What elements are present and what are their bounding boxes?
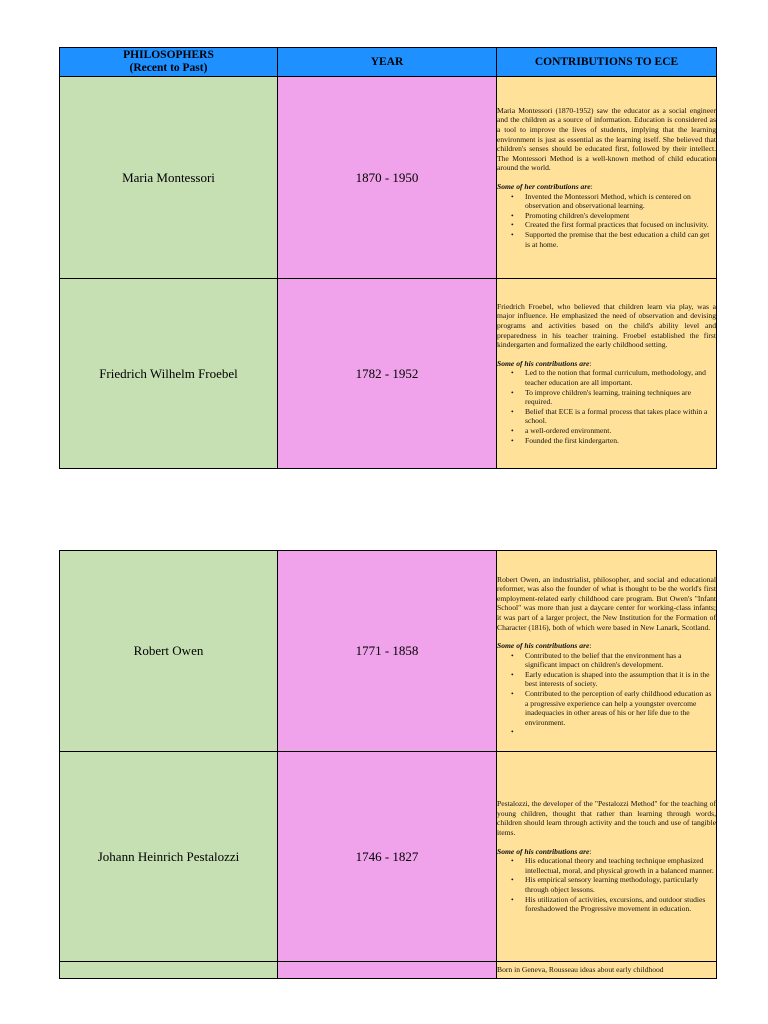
philosopher-name: Johann Heinrich Pestalozzi: [60, 752, 278, 962]
list-item: • Promoting children's development: [525, 211, 714, 221]
list-item: • Belief that ECE is a formal process that takes place within a school.: [525, 407, 714, 426]
philosopher-year: 1746 - 1827: [278, 752, 497, 962]
contributions-paragraph: Robert Owen, an industrialist, philosopher, and social and educational reformer, was also the founder of what is thought to be the world's first employment-related early childhood care program. But Owen's "Infant School" was more than just a daycare center for working-class infants; it was part of a larger project, the New Institution for the Formation of Character (1816), both of which were based in New Lanark, Scotland.: [497, 574, 716, 632]
list-item: • His utilization of activities, excursions, and outdoor studies foreshadowed the Progressive movement in education.: [525, 895, 714, 914]
header-philosophers: [60, 48, 278, 77]
philosopher-name: [60, 962, 278, 979]
philosopher-name: Maria Montessori: [60, 77, 278, 279]
list-item: • His empirical sensory learning methodology, particularly through object lessons.: [525, 875, 714, 894]
list-item: • Founded the first kindergarten.: [525, 436, 714, 446]
contributions-cell: [497, 962, 717, 979]
contributions-cell: [497, 279, 717, 469]
contributions-cell: [497, 551, 717, 752]
table-row: [60, 279, 717, 469]
header-philosophers-line2: (Recent to Past): [129, 62, 208, 74]
list-item: • a well-ordered environment.: [525, 426, 714, 436]
header-contributions: CONTRIBUTIONS TO ECE: [497, 48, 717, 77]
philosopher-year: 1771 - 1858: [278, 551, 497, 752]
contributions-paragraph: Born in Geneva, Rousseau ideas about early childhood: [497, 965, 664, 975]
table-row: [60, 752, 717, 962]
list-item: • Led to the notion that formal curriculum, methodology, and teacher education are all important.: [525, 368, 714, 387]
header-philosophers-line1: PHILOSOPHERS: [123, 49, 214, 61]
list-item: • To improve children's learning, training techniques are required.: [525, 388, 714, 407]
philosopher-name: Friedrich Wilhelm Froebel: [60, 279, 278, 469]
list-item: • His educational theory and teaching technique emphasized intellectual, moral, and physical growth in a balanced manner.: [525, 856, 714, 875]
list-item: • Contributed to the perception of early childhood education as a progressive experience can help a youngster overcome inadequacies in other areas of his or her life due to the environment.: [525, 689, 714, 727]
header-year: YEAR: [278, 48, 497, 77]
contributions-list: [497, 368, 716, 445]
philosopher-name: Robert Owen: [60, 551, 278, 752]
contributions-paragraph: Maria Montessori (1870-1952) saw the educator as a social engineer and the children as a source of information. Education is considered as a tool to improve the lives of students, implying that the learning environment is just as essential as the learning itself. She believed that children's senses should be educated first, followed by their intellect. The Montessori Method is a well-known method of child education around the world.: [497, 105, 716, 173]
philosopher-year: 1782 - 1952: [278, 279, 497, 469]
contributions-list: [497, 192, 716, 250]
contributions-subheading: Some of her contributions are:: [497, 182, 593, 191]
philosophers-table-1: [59, 47, 717, 469]
philosopher-year: [278, 962, 497, 979]
list-item: • Invented the Montessori Method, which is centered on observation and observational learning.: [525, 192, 714, 211]
philosopher-year: 1870 - 1950: [278, 77, 497, 279]
contributions-subheading: Some of his contributions are:: [497, 641, 592, 651]
list-item: • Created the first formal practices that focused on inclusivity.: [525, 220, 714, 230]
header-row: [60, 48, 717, 77]
philosophers-table-2: [59, 550, 717, 979]
contributions-cell: [497, 752, 717, 962]
contributions-list: [497, 856, 716, 914]
list-item: • Contributed to the belief that the environment has a significant impact on children's development.: [525, 651, 714, 670]
list-item: • Supported the premise that the best education a child can get is at home.: [525, 230, 714, 249]
contributions-paragraph: Friedrich Froebel, who believed that children learn via play, was a major influence. He emphasized the need of observation and devising programs and activities based on the child's ability level and preparedness in his teacher training. Froebel established the first kindergarten and formalized the early childhood setting.: [497, 301, 716, 350]
contributions-subheading: Some of his contributions are:: [497, 358, 592, 368]
contributions-cell: [497, 77, 717, 279]
contributions-list: [497, 651, 716, 728]
table-row: [60, 77, 717, 279]
list-item: • Early education is shaped into the assumption that it is in the best interests of society.: [525, 670, 714, 689]
contributions-subheading: Some of his contributions are:: [497, 846, 592, 856]
table-row: [60, 551, 717, 752]
contributions-paragraph: Pestalozzi, the developer of the "Pestalozzi Method" for the teaching of young children, thought that rather than learning through words, children should learn through activity and the touch and use of tangible items.: [497, 799, 716, 838]
table-row: [60, 962, 717, 979]
